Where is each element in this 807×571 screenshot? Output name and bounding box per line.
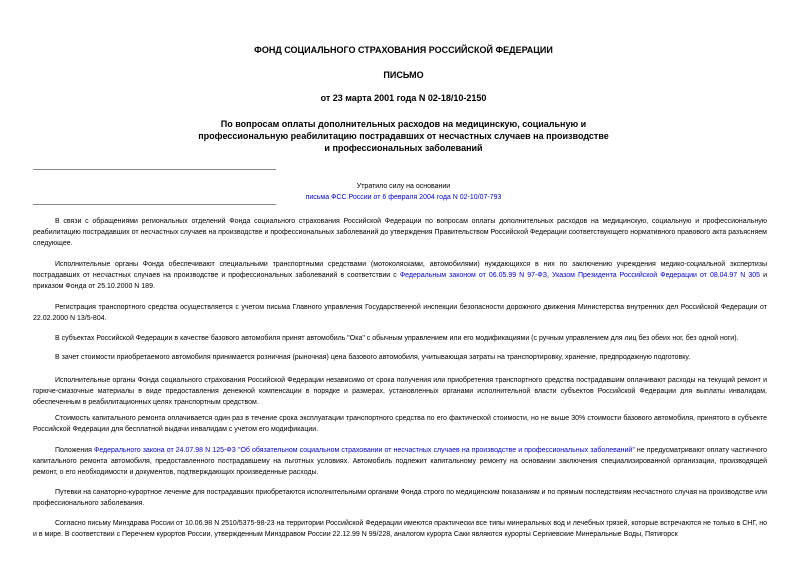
- document-type: ПИСЬМО: [383, 70, 424, 80]
- document-title: [0, 118, 807, 154]
- status-note: Утратило силу на основании: [356, 183, 451, 190]
- organization-heading: ФОНД СОЦИАЛЬНОГО СТРАХОВАНИЯ РОССИЙСКОЙ ФЕДЕРАЦИИ: [254, 45, 553, 55]
- paragraph-8: [33, 445, 767, 478]
- paragraph-7: Стоимость капитального ремонта оплачивается один раз в течение срока эксплуатации транспортного средства по его фактической стоимости, но не выше 30% стоимости базового автомобиля, принятого в субъекте Российской Федерации для бесплатной выдачи инвалидам с учетом его модификации.: [33, 415, 767, 433]
- document-title-line: профессиональную реабилитацию пострадавших от несчастных случаев на производстве: [198, 131, 609, 141]
- paragraph-text: Положения: [55, 447, 94, 454]
- status-link-row: [0, 192, 807, 204]
- document-title-line: По вопросам оплаты дополнительных расходов на медицинскую, социальную и: [220, 119, 587, 129]
- paragraph-5: В зачет стоимости приобретаемого автомобиля принимается розничная (рыночная) цена базового автомобиля, учитывающая затраты на транспортировку, хранение, предпродажную подготовку.: [55, 354, 691, 361]
- paragraph-4: В субъектах Российской Федерации в качестве базового автомобиля принят автомобиль "Ока" с обычным управлением или его модификациями (с ручным управлением для лиц без обеих ног, без одной ноги).: [55, 335, 739, 342]
- document-title-line: и профессиональных заболеваний: [324, 143, 483, 153]
- repeal-letter-link[interactable]: письма ФСС России от 6 февраля 2004 года N 02-10/07-793: [305, 194, 502, 201]
- paragraph-text: Исполнительные органы Фонда обеспечивают специальными транспортными средствами (мотоколясками, автомобилями) нуждающихся в них по заключению учреждения медико-социальной экспертизы пострадавших от несчастных случаев на производстве и профессиональных заболеваний в соответствии с: [33, 261, 767, 279]
- paragraph-text: ,: [546, 272, 552, 279]
- federal-law-125-link[interactable]: Федерального закона от 24.07.98 N 125-ФЗ "Об обязательном социальном страховании от несчастных случаев на производстве и профессиональных заболеваний": [94, 447, 635, 454]
- paragraph-text: и приказом Фонда от 25.10.2000 N 189.: [33, 272, 767, 290]
- paragraph-text: не предусматривают оплату частичного капитального ремонта автомобиля, предоставленного пострадавшему на льготных условиях. Автомобиль подлежит капитальному ремонту на основании заключения специализированной организации, производящей ремонт, о его необходимости и документов, подтверждающих произведенные расходы.: [33, 447, 767, 476]
- federal-law-97-link[interactable]: Федеральным законом от 06.05.99 N 97-ФЗ: [399, 272, 547, 279]
- paragraph-10: Согласно письму Минздрава России от 10.06.98 N 2510/5375-98-23 на территории Российской Федерации имеются практически все типы минеральных вод и лечебных грязей, которые встречаются не только в СНГ, но и в мире. В соответствии с Перечнем курортов России, утвержденным Минздравом России 22.12.99 N 99/228, аналогом курорта Саки являются курорты Сергиевские Минеральные Воды, Пятигорск: [33, 520, 767, 538]
- paragraph-9: Путевки на санаторно-курортное лечение для пострадавших приобретаются исполнительными органами Фонда строго по медицинским показаниям и по прямым последствиям несчастного случая на производстве или профессионального заболевания.: [33, 489, 767, 507]
- document-date-number: от 23 марта 2001 года N 02-18/10-2150: [320, 93, 487, 103]
- paragraph-2: [33, 259, 767, 292]
- paragraph-6: Исполнительные органы Фонда социального страхования Российской Федерации независимо от срока получения или приобретения транспортного средства пострадавшим оплачивают расходы на текущий ремонт и горюче-смазочные материалы в виде предоставления денежной компенсации в порядке и размерах, установленных органами исполнительной власти субъектов Российской Федерации для выплаты инвалидам, обеспеченным в реабилитационных целях транспортным средством.: [33, 377, 767, 406]
- paragraph-1: В связи с обращениями региональных отделений Фонда социального страхования Российской Федерации по вопросам оплаты дополнительных расходов на медицинскую, социальную и профессиональную реабилитацию пострадавших от несчастных случаев на производстве и профессиональных заболеваний до утверждения Правительством Российской Федерации соответствующего нормативного правового акта разъясняем следующее.: [33, 218, 767, 247]
- divider-top: [33, 169, 276, 170]
- divider-bottom: [33, 204, 276, 205]
- paragraph-3: Регистрация транспортного средства осуществляется с учетом письма Главного управления Государственной инспекции безопасности дорожного движения Министерства внутренних дел Российской Федерации от 22.02.2000 N 13/5-804.: [33, 304, 767, 322]
- presidential-decree-305-link[interactable]: Указом Президента Российской Федерации от 08.04.97 N 305: [551, 272, 761, 279]
